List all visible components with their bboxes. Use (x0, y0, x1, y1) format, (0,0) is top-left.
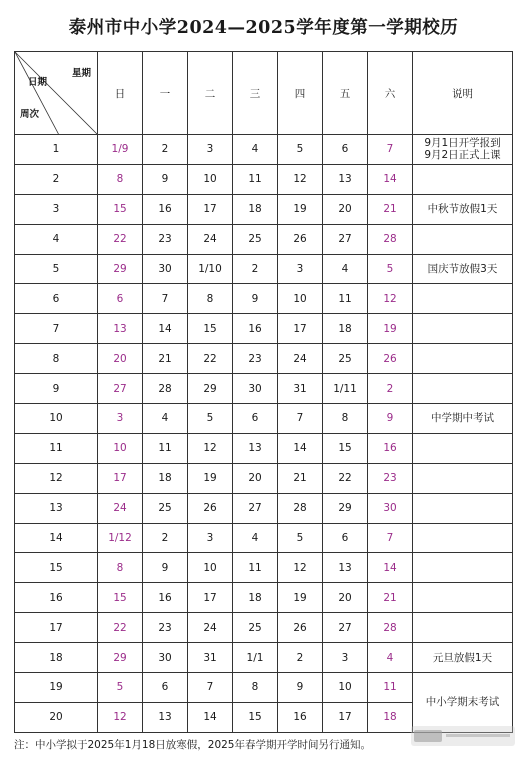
date-cell-wed: 23 (233, 344, 278, 374)
date-cell-fri: 27 (323, 613, 368, 643)
date-cell-sat: 5 (368, 254, 413, 284)
date-cell-thu: 26 (278, 224, 323, 254)
date-cell-thu: 5 (278, 523, 323, 553)
note-cell (413, 314, 513, 344)
date-cell-fri: 29 (323, 493, 368, 523)
date-cell-fri: 18 (323, 314, 368, 344)
date-cell-tue: 3 (188, 135, 233, 165)
date-cell-thu: 24 (278, 344, 323, 374)
week-number-cell: 11 (15, 433, 98, 463)
date-cell-fri: 27 (323, 224, 368, 254)
date-cell-sat: 21 (368, 583, 413, 613)
date-cell-wed: 13 (233, 433, 278, 463)
date-cell-sat: 26 (368, 344, 413, 374)
date-cell-sun: 29 (98, 254, 143, 284)
date-cell-wed: 18 (233, 583, 278, 613)
date-cell-fri: 1/11 (323, 374, 368, 404)
date-cell-wed: 25 (233, 613, 278, 643)
date-cell-sat: 7 (368, 135, 413, 165)
date-cell-fri: 8 (323, 404, 368, 434)
note-cell (413, 433, 513, 463)
date-cell-tue: 14 (188, 702, 233, 732)
date-cell-wed: 8 (233, 673, 278, 703)
date-cell-mon: 30 (143, 254, 188, 284)
date-cell-mon: 21 (143, 344, 188, 374)
week-row (15, 673, 513, 703)
day-header-thu: 四 (278, 52, 323, 135)
date-cell-thu: 7 (278, 404, 323, 434)
note-cell (413, 463, 513, 493)
date-cell-fri: 20 (323, 194, 368, 224)
date-cell-sun: 22 (98, 224, 143, 254)
week-number-cell: 18 (15, 643, 98, 673)
date-cell-sat: 21 (368, 194, 413, 224)
week-number-cell: 6 (15, 284, 98, 314)
date-cell-fri: 17 (323, 702, 368, 732)
note-cell (413, 164, 513, 194)
day-header-fri: 五 (323, 52, 368, 135)
date-cell-mon: 14 (143, 314, 188, 344)
date-cell-sun: 3 (98, 404, 143, 434)
date-cell-sun: 10 (98, 433, 143, 463)
date-cell-sun: 5 (98, 673, 143, 703)
week-row (15, 164, 513, 194)
date-cell-mon: 9 (143, 164, 188, 194)
date-cell-sat: 14 (368, 553, 413, 583)
week-row (15, 583, 513, 613)
date-cell-wed: 9 (233, 284, 278, 314)
weeks-body (15, 135, 513, 733)
week-number-cell: 13 (15, 493, 98, 523)
date-cell-sat: 30 (368, 493, 413, 523)
day-header-tue: 二 (188, 52, 233, 135)
date-cell-fri: 6 (323, 135, 368, 165)
date-cell-thu: 26 (278, 613, 323, 643)
week-row (15, 314, 513, 344)
week-row (15, 553, 513, 583)
date-cell-sun: 8 (98, 164, 143, 194)
week-number-cell: 15 (15, 553, 98, 583)
date-cell-fri: 10 (323, 673, 368, 703)
date-cell-thu: 19 (278, 583, 323, 613)
date-cell-mon: 9 (143, 553, 188, 583)
date-cell-sun: 1/9 (98, 135, 143, 165)
week-number-cell: 3 (15, 194, 98, 224)
date-cell-fri: 11 (323, 284, 368, 314)
note-cell (413, 284, 513, 314)
date-cell-mon: 13 (143, 702, 188, 732)
date-cell-sat: 19 (368, 314, 413, 344)
date-cell-wed: 2 (233, 254, 278, 284)
date-cell-mon: 28 (143, 374, 188, 404)
date-cell-sun: 24 (98, 493, 143, 523)
note-cell: 国庆节放假3天 (413, 254, 513, 284)
note-cell: 元旦放假1天 (413, 643, 513, 673)
week-number-cell: 9 (15, 374, 98, 404)
date-cell-fri: 25 (323, 344, 368, 374)
date-cell-tue: 17 (188, 583, 233, 613)
date-cell-mon: 16 (143, 583, 188, 613)
date-cell-tue: 17 (188, 194, 233, 224)
footnote: 注：中小学拟于2025年1月18日放寒假，2025年春学期开学时间另行通知。 (14, 739, 371, 751)
day-header-sun: 日 (98, 52, 143, 135)
date-cell-thu: 12 (278, 164, 323, 194)
week-number-cell: 5 (15, 254, 98, 284)
note-cell: 中小学期末考试 (413, 673, 513, 733)
corner-header-cell (15, 52, 98, 135)
date-cell-fri: 13 (323, 164, 368, 194)
date-cell-sat: 2 (368, 374, 413, 404)
date-cell-mon: 11 (143, 433, 188, 463)
note-cell (413, 493, 513, 523)
note-cell (413, 224, 513, 254)
date-cell-tue: 24 (188, 613, 233, 643)
date-cell-thu: 28 (278, 493, 323, 523)
note-cell (413, 344, 513, 374)
week-row (15, 613, 513, 643)
date-cell-tue: 31 (188, 643, 233, 673)
date-cell-mon: 25 (143, 493, 188, 523)
page-title: 泰州市中小学2024—2025学年度第一学期校历 (68, 18, 459, 38)
week-row (15, 135, 513, 165)
date-cell-thu: 21 (278, 463, 323, 493)
week-number-cell: 2 (15, 164, 98, 194)
date-cell-fri: 6 (323, 523, 368, 553)
note-cell (413, 135, 513, 165)
date-cell-sat: 23 (368, 463, 413, 493)
date-cell-thu: 5 (278, 135, 323, 165)
date-cell-tue: 7 (188, 673, 233, 703)
date-cell-thu: 2 (278, 643, 323, 673)
date-cell-tue: 12 (188, 433, 233, 463)
week-row (15, 224, 513, 254)
date-cell-wed: 11 (233, 553, 278, 583)
date-cell-sun: 15 (98, 194, 143, 224)
week-number-cell: 17 (15, 613, 98, 643)
date-cell-tue: 15 (188, 314, 233, 344)
date-cell-fri: 20 (323, 583, 368, 613)
date-cell-fri: 22 (323, 463, 368, 493)
date-cell-mon: 16 (143, 194, 188, 224)
date-cell-thu: 17 (278, 314, 323, 344)
note-header: 说明 (413, 52, 513, 135)
date-cell-sat: 9 (368, 404, 413, 434)
note-line: 9月2日正式上课 (424, 149, 501, 162)
corner-label-zhouci: 周次 (20, 109, 40, 120)
date-cell-wed: 15 (233, 702, 278, 732)
date-cell-thu: 10 (278, 284, 323, 314)
watermark-text-mark (446, 734, 510, 737)
week-number-cell: 4 (15, 224, 98, 254)
week-row (15, 493, 513, 523)
date-cell-wed: 25 (233, 224, 278, 254)
date-cell-fri: 15 (323, 433, 368, 463)
date-cell-fri: 3 (323, 643, 368, 673)
date-cell-thu: 12 (278, 553, 323, 583)
date-cell-wed: 18 (233, 194, 278, 224)
date-cell-sun: 8 (98, 553, 143, 583)
date-cell-sun: 27 (98, 374, 143, 404)
date-cell-tue: 24 (188, 224, 233, 254)
date-cell-sun: 20 (98, 344, 143, 374)
date-cell-mon: 18 (143, 463, 188, 493)
date-cell-fri: 13 (323, 553, 368, 583)
day-header-mon: 一 (143, 52, 188, 135)
date-cell-tue: 5 (188, 404, 233, 434)
week-number-cell: 14 (15, 523, 98, 553)
date-cell-tue: 8 (188, 284, 233, 314)
week-number-cell: 8 (15, 344, 98, 374)
date-cell-sat: 12 (368, 284, 413, 314)
week-row (15, 404, 513, 434)
date-cell-wed: 30 (233, 374, 278, 404)
week-row (15, 463, 513, 493)
date-cell-mon: 2 (143, 135, 188, 165)
date-cell-wed: 4 (233, 135, 278, 165)
date-cell-tue: 22 (188, 344, 233, 374)
week-row (15, 284, 513, 314)
date-cell-sun: 15 (98, 583, 143, 613)
watermark-badge-icon (414, 730, 442, 742)
watermark-logo (411, 726, 515, 746)
note-cell (413, 374, 513, 404)
day-header-sat: 六 (368, 52, 413, 135)
date-cell-wed: 16 (233, 314, 278, 344)
note-cell (413, 553, 513, 583)
date-cell-sat: 4 (368, 643, 413, 673)
date-cell-mon: 23 (143, 224, 188, 254)
date-cell-tue: 10 (188, 164, 233, 194)
date-cell-thu: 14 (278, 433, 323, 463)
week-number-cell: 16 (15, 583, 98, 613)
week-number-cell: 12 (15, 463, 98, 493)
date-cell-thu: 3 (278, 254, 323, 284)
date-cell-tue: 1/10 (188, 254, 233, 284)
date-cell-wed: 27 (233, 493, 278, 523)
week-row (15, 374, 513, 404)
date-cell-mon: 6 (143, 673, 188, 703)
week-number-cell: 19 (15, 673, 98, 703)
week-row (15, 433, 513, 463)
school-calendar-table (14, 51, 513, 733)
date-cell-sat: 7 (368, 523, 413, 553)
week-row (15, 643, 513, 673)
date-cell-sun: 13 (98, 314, 143, 344)
date-cell-thu: 16 (278, 702, 323, 732)
week-row (15, 194, 513, 224)
date-cell-thu: 19 (278, 194, 323, 224)
date-cell-wed: 20 (233, 463, 278, 493)
week-number-cell: 20 (15, 702, 98, 732)
date-cell-sat: 16 (368, 433, 413, 463)
date-cell-tue: 3 (188, 523, 233, 553)
note-cell: 中秋节放假1天 (413, 194, 513, 224)
date-cell-mon: 4 (143, 404, 188, 434)
date-cell-wed: 6 (233, 404, 278, 434)
date-cell-sun: 29 (98, 643, 143, 673)
date-cell-tue: 10 (188, 553, 233, 583)
date-cell-wed: 11 (233, 164, 278, 194)
day-header-wed: 三 (233, 52, 278, 135)
date-cell-tue: 26 (188, 493, 233, 523)
date-cell-mon: 2 (143, 523, 188, 553)
week-number-cell: 10 (15, 404, 98, 434)
date-cell-sun: 17 (98, 463, 143, 493)
date-cell-sun: 22 (98, 613, 143, 643)
note-line: 9月1日开学报到 (424, 137, 501, 150)
date-cell-sun: 12 (98, 702, 143, 732)
date-cell-mon: 30 (143, 643, 188, 673)
date-cell-wed: 4 (233, 523, 278, 553)
week-row (15, 254, 513, 284)
date-cell-mon: 23 (143, 613, 188, 643)
date-cell-sun: 6 (98, 284, 143, 314)
note-cell (413, 583, 513, 613)
date-cell-mon: 7 (143, 284, 188, 314)
date-cell-tue: 19 (188, 463, 233, 493)
week-row (15, 523, 513, 553)
corner-label-riqi: 日期 (28, 77, 48, 88)
date-cell-sun: 1/12 (98, 523, 143, 553)
note-cell (413, 523, 513, 553)
header-row (15, 52, 513, 135)
note-cell (413, 613, 513, 643)
week-row (15, 344, 513, 374)
date-cell-sat: 28 (368, 224, 413, 254)
date-cell-wed: 1/1 (233, 643, 278, 673)
date-cell-thu: 31 (278, 374, 323, 404)
date-cell-thu: 9 (278, 673, 323, 703)
week-number-cell: 7 (15, 314, 98, 344)
date-cell-sat: 28 (368, 613, 413, 643)
date-cell-fri: 4 (323, 254, 368, 284)
corner-label-xingqi: 星期 (71, 68, 91, 79)
date-cell-tue: 29 (188, 374, 233, 404)
note-cell: 中学期中考试 (413, 404, 513, 434)
date-cell-sat: 14 (368, 164, 413, 194)
week-number-cell: 1 (15, 135, 98, 165)
date-cell-sat: 11 (368, 673, 413, 703)
date-cell-sat: 18 (368, 702, 413, 732)
